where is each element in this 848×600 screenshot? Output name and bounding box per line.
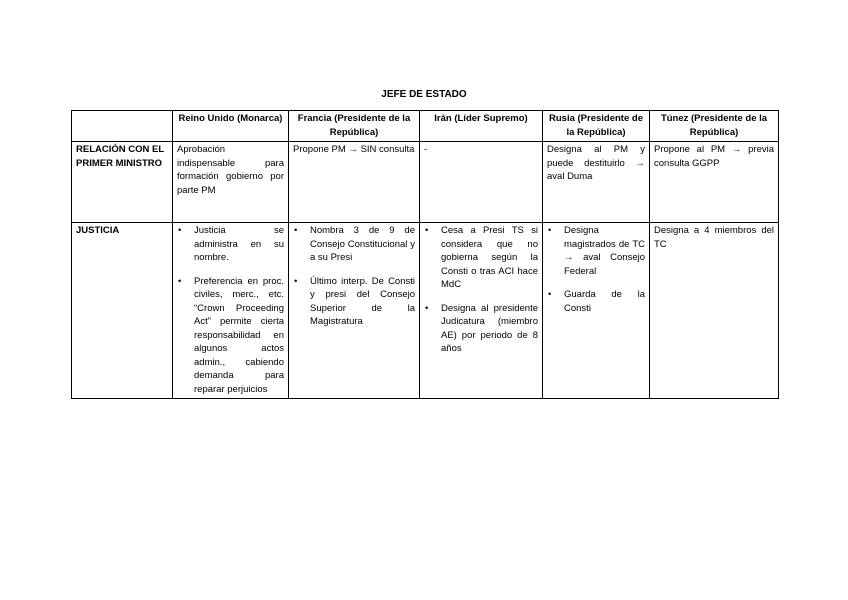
cell-justicia-reino-unido	[173, 223, 289, 399]
header-row	[72, 111, 779, 142]
bullet-list	[424, 224, 538, 356]
jefe-de-estado-table	[71, 110, 779, 399]
row-relacion-primer-ministro	[72, 142, 779, 223]
header-iran: Irán (Líder Supremo)	[420, 111, 543, 142]
list-item: • Preferencia en proc. civiles, merc., etc. “Crown Proceeding Act” permite cierta responsabilidad en algunos actos admin., cabiendo demanda para reparar perjuicios	[177, 275, 284, 397]
cell-relacion-francia: Propone PM → SIN consulta	[289, 142, 420, 223]
list-item: • Guarda de la Consti	[547, 288, 645, 315]
cell-justicia-tunez: Designa a 4 miembros del TC	[650, 223, 779, 399]
cell-relacion-reino-unido: Aprobación indispensable para formación gobierno por parte PM	[173, 142, 289, 223]
row-justicia	[72, 223, 779, 399]
row-label-justicia: JUSTICIA	[72, 223, 173, 399]
header-tunez: Túnez (Presidente de la República)	[650, 111, 779, 142]
page-title: JEFE DE ESTADO	[381, 89, 467, 100]
cell-justicia-francia	[289, 223, 420, 399]
cell-justicia-iran	[420, 223, 543, 399]
cell-justicia-rusia	[543, 223, 650, 399]
header-francia: Francia (Presidente de la República)	[289, 111, 420, 142]
bullet-list	[547, 224, 645, 315]
list-item: • Justicia se administra en su nombre.	[177, 224, 284, 265]
list-item: • Designa magistrados de TC → aval Consejo Federal	[547, 224, 645, 278]
cell-relacion-iran: -	[420, 142, 543, 223]
cell-relacion-rusia: Designa al PM y puede destituirlo → aval Duma	[543, 142, 650, 223]
header-empty	[72, 111, 173, 142]
list-item: • Cesa a Presi TS si considera que no gobierna según la Consti o tras ACI hace MdC	[424, 224, 538, 292]
list-item: • Nombra 3 de 9 de Consejo Constitucional y a su Presi	[293, 224, 415, 265]
header-reino-unido: Reino Unido (Monarca)	[173, 111, 289, 142]
bullet-list	[293, 224, 415, 329]
cell-relacion-tunez: Propone al PM → previa consulta GGPP	[650, 142, 779, 223]
list-item: • Designa al presidente Judicatura (miembro AE) por periodo de 8 años	[424, 302, 538, 356]
header-rusia: Rusia (Presidente de la República)	[543, 111, 650, 142]
list-item: • Último interp. De Consti y presi del Consejo Superior de la Magistratura	[293, 275, 415, 329]
row-label-relacion: RELACIÓN CON EL PRIMER MINISTRO	[72, 142, 173, 223]
bullet-list	[177, 224, 284, 396]
